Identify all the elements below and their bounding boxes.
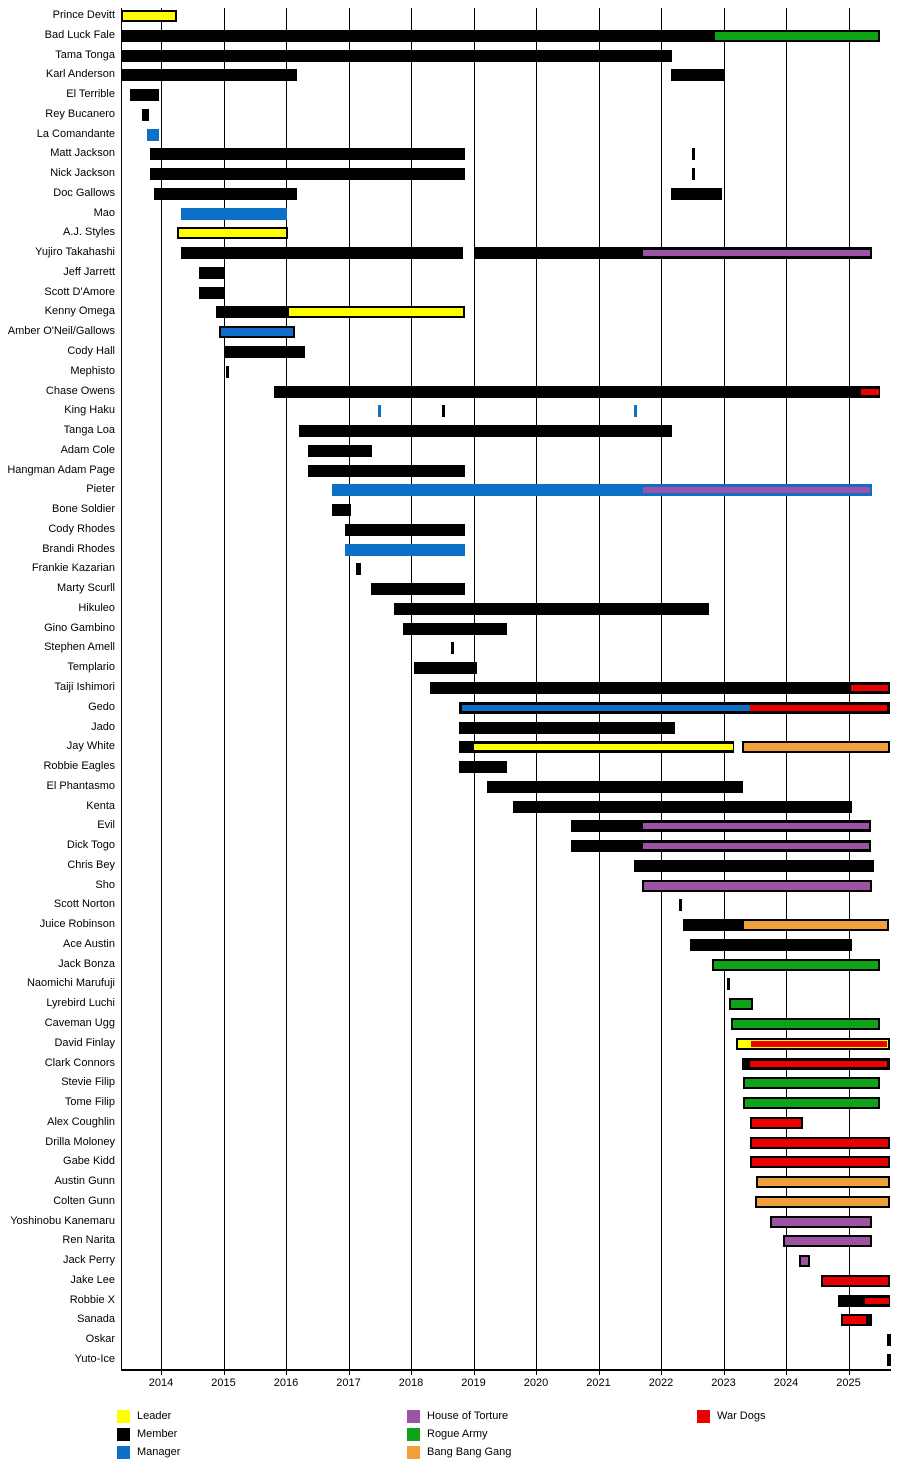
- row-label: Cody Hall: [67, 345, 115, 357]
- timeline-overlay-wardogs: [861, 389, 879, 395]
- row-label: Doc Gallows: [53, 186, 115, 199]
- timeline-bar-member: [308, 445, 372, 457]
- row-label: A.J. Styles: [63, 226, 115, 239]
- timeline-bar-member: [459, 761, 507, 773]
- row-label: Jake Lee: [70, 1273, 115, 1286]
- timeline-bar-manager: [181, 208, 287, 220]
- timeline-overlay-hot: [643, 250, 871, 256]
- row-label: Scott Norton: [53, 898, 115, 911]
- timeline-bar-member: [487, 781, 743, 793]
- timeline-overlay-hot: [643, 823, 869, 829]
- timeline-overlay-wardogs: [750, 1061, 888, 1067]
- row-label: Jado: [91, 720, 115, 733]
- timeline-bar-wardogs: [841, 1314, 868, 1326]
- row-label: Matt Jackson: [50, 147, 115, 160]
- timeline-tick: [679, 899, 682, 911]
- axis-year-label: 2018: [398, 1377, 424, 1389]
- row-label: Nick Jackson: [50, 167, 115, 180]
- legend-label-hot: House of Torture: [427, 1410, 509, 1422]
- timeline-bar-member: [299, 425, 672, 437]
- row-label: Stevie Filip: [61, 1076, 115, 1089]
- row-label: Gino Gambino: [44, 621, 115, 634]
- legend-label-wardogs: War Dogs: [717, 1410, 766, 1422]
- row-label: Jay White: [66, 740, 115, 753]
- x-axis-line: [121, 1369, 891, 1371]
- timeline-bar-rogue: [731, 1018, 880, 1030]
- timeline-bar-wardogs: [821, 1275, 890, 1287]
- timeline-bar-member: [121, 50, 672, 62]
- legend-swatch-rogue: [407, 1428, 420, 1441]
- timeline-bar-member: [394, 603, 709, 615]
- timeline-overlay-wardogs: [851, 685, 888, 691]
- row-label: King Haku: [64, 404, 115, 417]
- legend-swatch-member: [117, 1428, 130, 1441]
- row-label: El Phantasmo: [46, 779, 115, 792]
- row-label: Yuto-Ice: [74, 1353, 115, 1366]
- timeline-bar-rogue: [743, 1097, 880, 1109]
- timeline-tick: [378, 405, 381, 417]
- row-label: Chris Bey: [67, 858, 115, 871]
- row-label: Gabe Kidd: [63, 1155, 115, 1168]
- row-label: Oskar: [85, 1333, 115, 1346]
- row-label: Gedo: [88, 700, 115, 713]
- timeline-bar-member: [371, 583, 465, 595]
- legend-label-leader: Leader: [137, 1410, 172, 1422]
- row-label: Drilla Moloney: [45, 1135, 115, 1148]
- axis-year-label: 2021: [586, 1377, 611, 1389]
- timeline-tick: [692, 148, 695, 160]
- timeline-bar-member: [216, 306, 286, 318]
- row-label: Juice Robinson: [39, 918, 115, 931]
- timeline-bar-member: [430, 682, 890, 694]
- timeline-bar-manager: [219, 326, 295, 338]
- timeline-bar-member: [459, 722, 675, 734]
- axis-year-label: 2014: [148, 1377, 174, 1389]
- timeline-bar-bbg: [742, 919, 889, 931]
- row-label: El Terrible: [66, 88, 115, 101]
- timeline-bar-hot: [868, 1314, 872, 1326]
- row-label: Clark Connors: [44, 1056, 115, 1069]
- timeline-bar-member: [154, 188, 297, 200]
- timeline-tick: [634, 405, 637, 417]
- row-label: Lyrebird Luchi: [46, 997, 115, 1010]
- legend-label-bbg: Bang Bang Gang: [427, 1446, 512, 1458]
- row-label: Tanga Loa: [63, 424, 115, 437]
- row-label: Taiji Ishimori: [54, 681, 115, 693]
- timeline-tick: [692, 168, 695, 180]
- row-label: Amber O'Neil/Gallows: [7, 325, 115, 338]
- timeline-bar-member: [199, 287, 224, 299]
- timeline-bar-hot: [783, 1235, 872, 1247]
- timeline-overlay-wardogs: [750, 705, 888, 711]
- row-label: Cody Rhodes: [48, 522, 115, 535]
- axis-year-label: 2016: [273, 1377, 299, 1389]
- timeline-bar-rogue: [729, 998, 753, 1010]
- row-label: Mao: [93, 206, 115, 219]
- timeline-bar-member: [142, 109, 148, 121]
- timeline-bar-bbg: [756, 1176, 890, 1188]
- row-label: Yoshinobu Kanemaru: [10, 1214, 115, 1227]
- timeline-bar-member: [345, 524, 466, 536]
- row-label: Jack Bonza: [58, 957, 115, 970]
- legend-swatch-manager: [117, 1446, 130, 1459]
- year-gridline: [161, 8, 162, 1370]
- timeline-bar-member: [130, 89, 159, 101]
- timeline-bar-member: [332, 504, 351, 516]
- timeline-tick: [727, 978, 730, 990]
- row-label: Jack Perry: [63, 1254, 115, 1267]
- timeline-overlay-wardogs: [865, 1298, 889, 1304]
- row-label: Sanada: [77, 1313, 115, 1326]
- row-label: Yujiro Takahashi: [35, 246, 115, 259]
- axis-year-label: 2019: [461, 1377, 486, 1389]
- timeline-bar-member: [308, 465, 466, 477]
- axis-year-label: 2022: [648, 1377, 674, 1389]
- row-label: Robbie Eagles: [43, 760, 115, 773]
- row-label: Sho: [95, 878, 115, 891]
- row-label: Jeff Jarrett: [63, 265, 115, 278]
- row-label: Mephisto: [70, 364, 115, 377]
- legend-label-manager: Manager: [137, 1446, 181, 1458]
- row-label: Templario: [67, 661, 115, 674]
- timeline-bar-member: [150, 148, 466, 160]
- row-label: Colten Gunn: [53, 1194, 115, 1207]
- timeline-bar-member: [683, 919, 742, 931]
- legend-swatch-leader: [117, 1410, 130, 1423]
- timeline-bar-member: [150, 168, 466, 180]
- timeline-bar-member: [224, 346, 305, 358]
- timeline-bar-wardogs: [887, 1354, 891, 1366]
- timeline-bar-manager: [345, 544, 466, 556]
- row-label: Hangman Adam Page: [7, 463, 115, 476]
- year-gridline: [349, 8, 350, 1370]
- axis-year-label: 2023: [711, 1377, 736, 1389]
- timeline-bar-hot: [642, 880, 872, 892]
- row-label: Stephen Amell: [44, 641, 115, 654]
- timeline-bar-member: [121, 69, 297, 81]
- timeline-bar-hot: [799, 1255, 810, 1267]
- row-label: Alex Coughlin: [47, 1115, 115, 1128]
- timeline-bar-member: [199, 267, 225, 279]
- row-label: Prince Devitt: [52, 9, 115, 21]
- timeline-bar-member: [414, 662, 477, 674]
- row-label: Pieter: [86, 483, 115, 496]
- axis-year-label: 2024: [773, 1377, 799, 1389]
- timeline-bar-rogue: [712, 959, 880, 971]
- timeline-bar-member: [356, 563, 361, 575]
- year-gridline: [411, 8, 412, 1370]
- row-label: Robbie X: [69, 1293, 115, 1306]
- timeline-bar-wardogs: [750, 1117, 803, 1129]
- row-label: Kenny Omega: [44, 305, 115, 318]
- row-label: Bone Soldier: [52, 503, 115, 516]
- row-label: Ace Austin: [63, 937, 115, 950]
- row-label: Karl Anderson: [45, 68, 115, 81]
- row-label: Bad Luck Fale: [44, 28, 115, 41]
- timeline-bar-wardogs: [750, 1137, 890, 1149]
- timeline-bar-leader: [287, 306, 465, 318]
- axis-year-label: 2025: [836, 1377, 861, 1389]
- row-label: Evil: [97, 819, 115, 832]
- row-label: La Comandante: [36, 127, 115, 140]
- legend-label-rogue: Rogue Army: [427, 1428, 488, 1440]
- row-label: Hikuleo: [78, 601, 115, 614]
- row-label: Adam Cole: [60, 443, 115, 456]
- timeline-bar-leader: [177, 227, 288, 239]
- timeline-bar-member: [274, 386, 880, 398]
- timeline-tick: [442, 405, 445, 417]
- timeline-bar-rogue: [743, 1077, 880, 1089]
- timeline-overlay-hot: [643, 487, 871, 493]
- timeline-bar-member: [403, 623, 507, 635]
- timeline-bar-leader: [121, 10, 177, 22]
- row-label: Kenta: [86, 799, 115, 812]
- timeline-bar-member: [671, 188, 722, 200]
- legend-label-member: Member: [137, 1428, 178, 1440]
- timeline-overlay-manager: [462, 705, 750, 711]
- timeline-overlay-wardogs: [751, 1041, 887, 1047]
- timeline-tick: [451, 642, 454, 654]
- row-label: Austin Gunn: [54, 1175, 115, 1188]
- timeline-bar-hot: [770, 1216, 873, 1228]
- timeline-bar-member: [690, 939, 853, 951]
- axis-year-label: 2015: [211, 1377, 236, 1389]
- row-label: Caveman Ugg: [44, 1017, 115, 1029]
- timeline-bar-member: [671, 69, 725, 81]
- row-label: Chase Owens: [45, 384, 115, 397]
- axis-year-label: 2020: [523, 1377, 549, 1389]
- legend-swatch-bbg: [407, 1446, 420, 1459]
- row-label: Marty Scurll: [56, 582, 115, 595]
- row-label: Tama Tonga: [55, 48, 115, 61]
- timeline-tick: [226, 366, 229, 378]
- timeline-overlay-hot: [643, 843, 869, 849]
- timeline-bar-member: [181, 247, 463, 259]
- timeline-bar-member: [634, 860, 874, 872]
- timeline-overlay-leader: [474, 744, 733, 750]
- legend-swatch-wardogs: [697, 1410, 710, 1423]
- timeline-bar-wardogs: [750, 1156, 890, 1168]
- timeline-bar-bbg: [755, 1196, 890, 1208]
- timeline-bar-rogue: [713, 30, 880, 42]
- timeline-bar-member: [513, 801, 852, 813]
- axis-year-label: 2017: [336, 1377, 361, 1389]
- row-label: Brandi Rhodes: [42, 542, 115, 555]
- row-label: David Finlay: [54, 1036, 115, 1049]
- row-label: Naomichi Marufuji: [26, 977, 115, 990]
- row-label: Tome Filip: [64, 1096, 115, 1109]
- row-label: Rey Bucanero: [45, 107, 115, 120]
- row-label: Scott D'Amore: [44, 285, 115, 298]
- row-label: Dick Togo: [66, 839, 115, 852]
- timeline-bar-manager: [147, 129, 159, 141]
- row-label: Ren Narita: [62, 1234, 115, 1247]
- y-axis-line: [121, 8, 122, 1370]
- timeline-bar-wardogs: [887, 1334, 891, 1346]
- row-label: Frankie Kazarian: [31, 562, 115, 575]
- timeline-bar-bbg: [742, 741, 890, 753]
- legend-swatch-hot: [407, 1410, 420, 1423]
- timeline-bar-member: [121, 30, 713, 42]
